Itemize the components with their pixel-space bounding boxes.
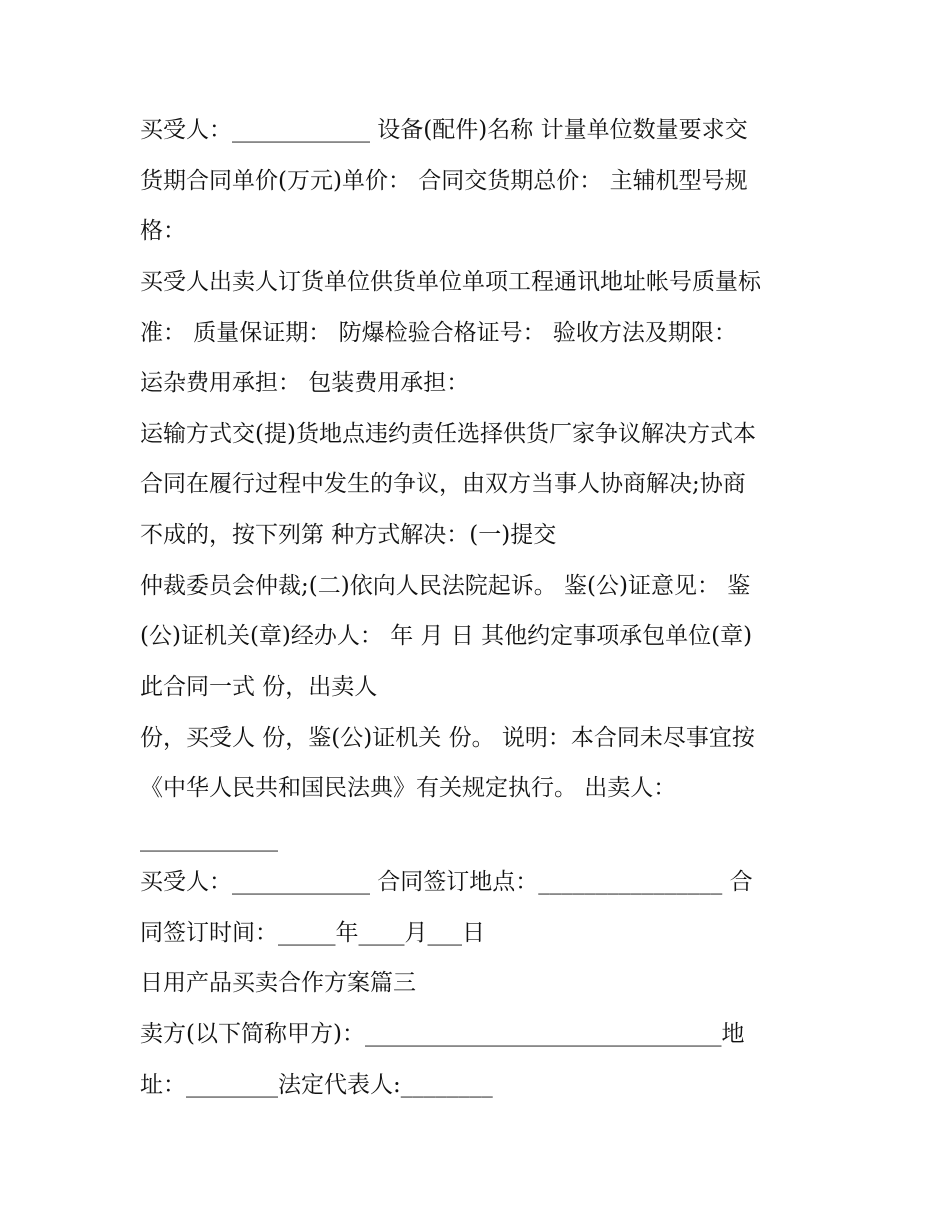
text-line-17: 同签订时间：_____年____月___日 [140,920,485,946]
text-line-5: 准： 质量保证期： 防爆检验合格证号： 验收方法及期限： [140,320,737,346]
text-line-10: 仲裁委员会仲裁;(二)依向人民法院起诉。 鉴(公)证意见： 鉴 [140,573,751,599]
text-line-1: 买受人：____________ 设备(配件)名称 计量单位数量要求交 [140,117,748,143]
text-line-14: 《中华人民共和国民法典》有关规定执行。 出卖人： [140,775,677,801]
text-line-7: 运输方式交(提)货地点违约责任选择供货厂家争议解决方式本 [140,421,756,447]
text-line-4: 买受人出卖人订货单位供货单位单项工程通讯地址帐号质量标 [140,269,761,295]
text-line-18: 日用产品买卖合作方案篇三 [140,970,416,996]
text-line-16: 买受人：____________ 合同签订地点：________________ 合 [140,869,753,895]
text-line-20: 址：________法定代表人:________ [140,1072,493,1098]
text-line-9: 不成的，按下列第 种方式解决：(一)提交 [140,522,557,548]
text-line-11: (公)证机关(章)经办人： 年 月 日 其他约定事项承包单位(章) [140,623,753,649]
text-line-8: 合同在履行过程中发生的争议，由双方当事人协商解决;协商 [140,471,746,497]
text-line-19: 卖方(以下简称甲方)：_______________________________地 [140,1021,745,1047]
text-line-12: 此合同一式 份，出卖人 [140,674,378,700]
text-line-15: ____________ [140,826,278,852]
text-line-2: 货期合同单价(万元)单价： 合同交货期总价： 主辅机型号规 [140,168,748,194]
text-line-13: 份，买受人 份，鉴(公)证机关 份。 说明：本合同未尽事宜按 [140,725,755,751]
text-line-6: 运杂费用承担： 包装费用承担： [140,370,470,396]
text-line-3: 格： [140,218,186,244]
